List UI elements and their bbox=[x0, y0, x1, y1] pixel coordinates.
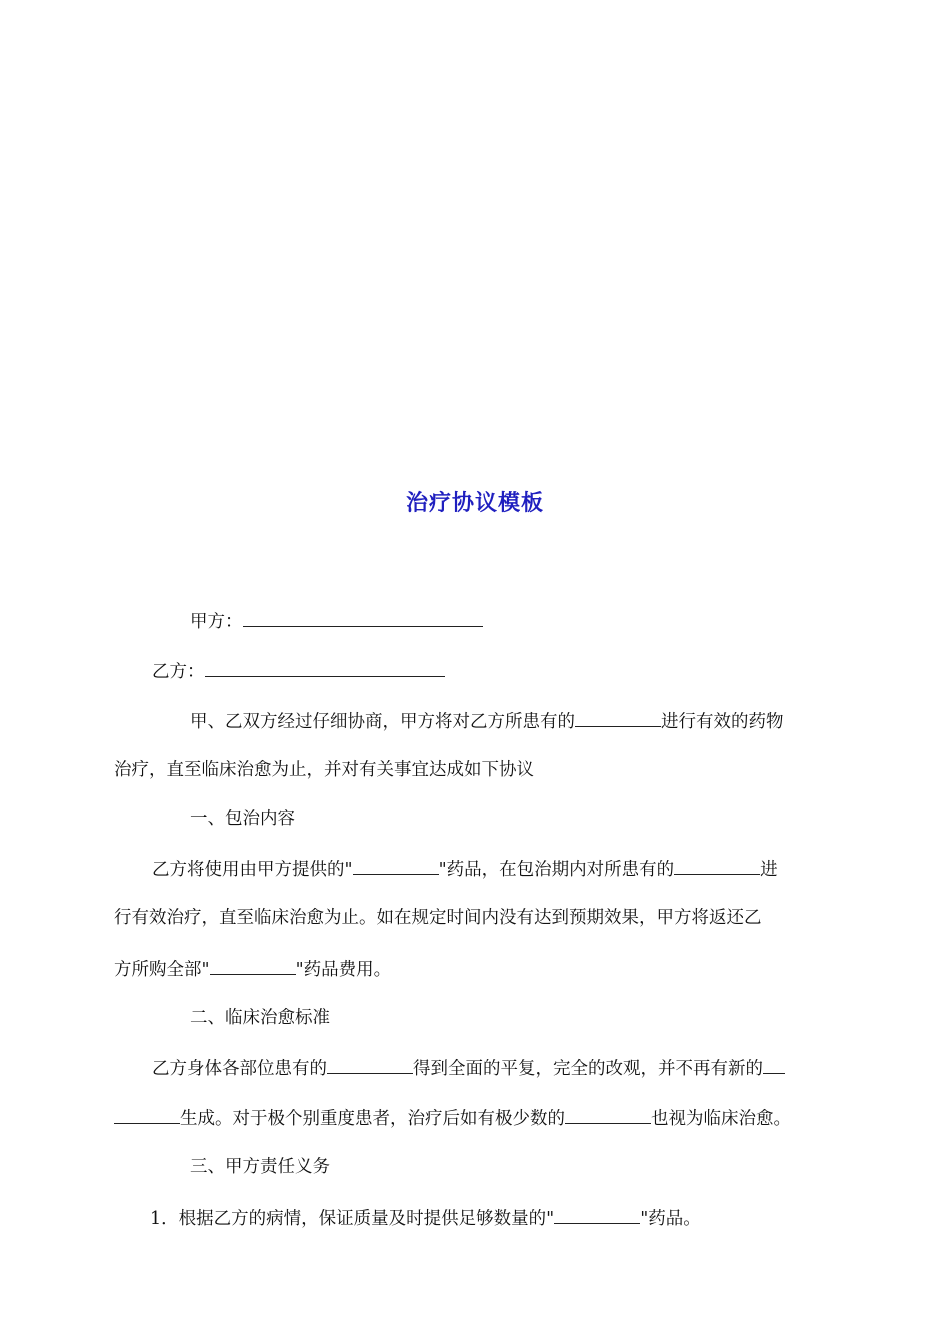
party-a-line bbox=[190, 608, 914, 634]
symptom-blank-2a bbox=[763, 1055, 785, 1074]
drug-blank-2 bbox=[210, 956, 296, 975]
section-1-text-4: 方所购全部" bbox=[114, 960, 210, 980]
section-2-text-4: 也视为临床治愈。 bbox=[651, 1109, 791, 1129]
section-1-text-1: 乙方将使用由甲方提供的" bbox=[152, 860, 353, 880]
preamble-text-1: 甲、乙双方经过仔细协商，甲方将对乙方所患有的 bbox=[190, 712, 575, 732]
drug-blank-3 bbox=[554, 1205, 640, 1224]
section-1-text-2: "药品，在包治期内对所患有的 bbox=[438, 860, 675, 880]
section-1-line-1 bbox=[152, 856, 838, 882]
section-1-text-5: "药品费用。 bbox=[295, 960, 392, 980]
disease-blank bbox=[575, 708, 661, 727]
preamble-line-2: 治疗，直至临床治愈为止，并对有关事宜达成如下协议 bbox=[114, 760, 534, 780]
party-a-blank bbox=[243, 608, 483, 627]
section-2-text-3: 生成。对于极个别重度患者，治疗后如有极少数的 bbox=[180, 1109, 565, 1129]
section-2-line-2 bbox=[114, 1105, 838, 1131]
party-b-blank bbox=[205, 658, 445, 677]
section-1-line-3 bbox=[114, 956, 838, 982]
disease-blank-2 bbox=[674, 856, 760, 875]
section-2-text-1: 乙方身体各部位患有的 bbox=[152, 1059, 327, 1079]
symptom-blank-1 bbox=[327, 1055, 413, 1074]
party-a-label: 甲方： bbox=[190, 612, 243, 632]
party-b-line bbox=[152, 658, 876, 684]
section-3-text-2: "药品。 bbox=[640, 1209, 701, 1229]
section-1-text-3: 进 bbox=[760, 860, 778, 880]
section-1-heading: 一、包治内容 bbox=[190, 809, 295, 829]
party-b-label: 乙方： bbox=[152, 662, 205, 682]
preamble-line-1 bbox=[190, 708, 838, 734]
section-1-line-2: 行有效治疗，直至临床治愈为止。如在规定时间内没有达到预期效果，甲方将返还乙 bbox=[114, 908, 762, 928]
preamble-text-2: 进行有效的药物 bbox=[661, 712, 784, 732]
symptom-blank-2b bbox=[114, 1105, 180, 1124]
section-2-heading: 二、临床治愈标准 bbox=[190, 1008, 330, 1028]
section-2-text-2: 得到全面的平复，完全的改观，并不再有新的 bbox=[413, 1059, 763, 1079]
section-2-line-1 bbox=[152, 1055, 838, 1081]
section-3-text-1: 1．根据乙方的病情，保证质量及时提供足够数量的" bbox=[150, 1209, 555, 1229]
section-3-heading: 三、甲方责任义务 bbox=[190, 1157, 330, 1177]
drug-blank-1 bbox=[353, 856, 439, 875]
document-title: 治疗协议模板 bbox=[405, 491, 544, 516]
section-3-item-1 bbox=[150, 1205, 874, 1231]
symptom-blank-3 bbox=[565, 1105, 651, 1124]
